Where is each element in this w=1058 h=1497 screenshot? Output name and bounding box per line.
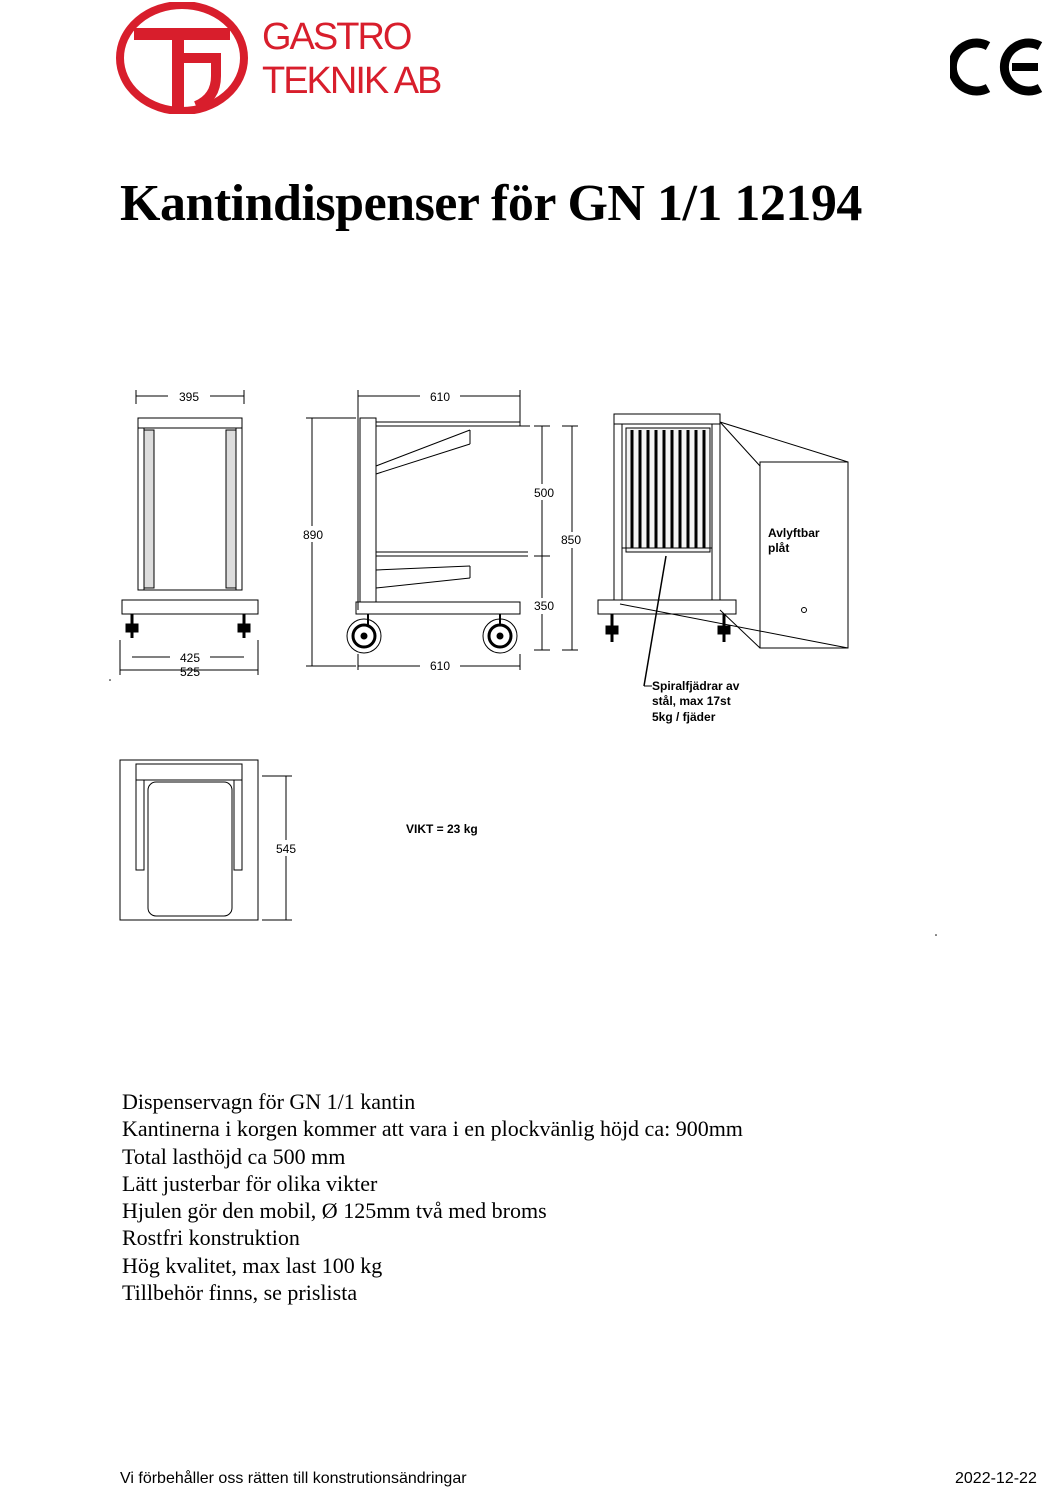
footer-disclaimer: Vi förbehåller oss rätten till konstrutionsändringar xyxy=(120,1470,467,1487)
dim-front-height: 890 xyxy=(302,528,324,542)
dim-side-base-width: 525 xyxy=(179,665,201,679)
technical-drawing xyxy=(0,370,1058,940)
dim-upper-height: 500 xyxy=(533,486,555,500)
front-view xyxy=(298,389,586,673)
top-view xyxy=(120,760,478,920)
feature-list xyxy=(122,1088,743,1306)
dim-side-wheel-span: 425 xyxy=(179,651,201,665)
feature-item: Total lasthöjd ca 500 mm xyxy=(122,1143,346,1169)
brand-name-line1: GASTRO xyxy=(262,16,411,58)
plate-label-line2: plåt xyxy=(768,541,790,555)
dim-front-base-width: 610 xyxy=(429,659,451,673)
dim-lower-height: 350 xyxy=(533,599,555,613)
feature-item: Hög kvalitet, max last 100 kg xyxy=(122,1252,383,1278)
spring-view xyxy=(598,414,879,724)
weight-label: VIKT = 23 kg xyxy=(406,822,478,836)
spring-note-line3: 5kg / fjäder xyxy=(652,710,716,724)
brand-name-line2: TEKNIK AB xyxy=(262,60,441,102)
feature-item: Kantinerna i korgen kommer att vara i en plockvänlig höjd ca: 900mm xyxy=(122,1116,743,1142)
dim-total-height: 850 xyxy=(560,533,582,547)
feature-item: Tillbehör finns, se prislista xyxy=(122,1280,358,1306)
spring-note-line1: Spiralfjädrar av xyxy=(652,679,740,693)
footer-date: 2022-12-22 xyxy=(955,1470,1037,1487)
feature-item: Hjulen gör den mobil, Ø 125mm två med broms xyxy=(122,1198,547,1224)
dim-top-depth: 545 xyxy=(275,842,297,856)
spring-note-line2: stål, max 17st xyxy=(652,694,731,708)
feature-item: Lätt justerbar för olika vikter xyxy=(122,1170,378,1196)
feature-item: Dispenservagn för GN 1/1 kantin xyxy=(122,1089,416,1114)
dim-side-width-top: 395 xyxy=(178,390,200,404)
feature-item: Rostfri konstruktion xyxy=(122,1225,300,1251)
page-title: Kantindispenser för GN 1/1 12194 xyxy=(120,175,862,232)
side-view xyxy=(120,389,258,679)
dim-front-width-top: 610 xyxy=(429,390,451,404)
ce-mark-icon xyxy=(950,36,1050,98)
plate-label-line1: Avlyftbar xyxy=(768,526,820,540)
gt-monogram-icon xyxy=(116,2,248,114)
